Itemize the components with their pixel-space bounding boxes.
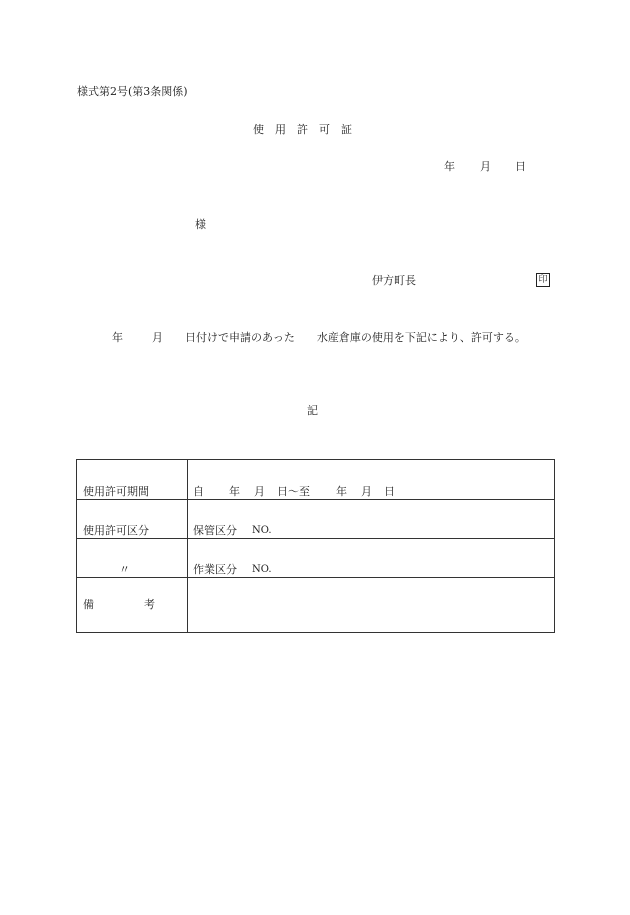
period-to-year: 年 [336,485,347,498]
period-from-day-to: 日〜至 [277,485,310,498]
table-row-divider [77,499,554,500]
body-year: 年 [112,331,123,344]
remarks-label-2: 考 [144,598,155,611]
storage-category-no: NO. [252,525,272,536]
row-label-category: 使用許可区分 [83,524,149,537]
body-text [112,332,526,343]
seal-stamp: 印 [536,273,550,287]
body-text-1: 日付けで申請のあった [185,331,295,344]
body-text-2: 水産倉庫の使用を下記により、許可する。 [316,331,526,344]
period-from-year: 年 [229,485,240,498]
permit-details-table [76,459,555,633]
body-month: 月 [152,331,163,344]
work-category-no: NO. [252,564,272,575]
table-row-divider [77,538,554,539]
remarks-label-1: 備 [83,598,94,611]
date-day-label: 日 [515,160,526,173]
period-from-month: 月 [254,485,265,498]
period-from: 自 [193,485,204,498]
period-to-month: 月 [361,485,372,498]
form-number: 様式第2号(第3条関係) [77,85,188,98]
ki-heading: 記 [307,404,318,417]
work-category: 作業区分 [193,563,237,576]
date-year-label: 年 [444,160,455,173]
period-to-day: 日 [384,485,395,498]
storage-category: 保管区分 [193,524,237,537]
row-label-period: 使用許可期間 [83,485,149,498]
document-title: 使用許可証 [253,123,363,136]
ditto-mark: 〃 [119,563,130,576]
table-row-divider [77,577,554,578]
issuer-name: 伊方町長 [372,274,416,287]
date-month-label: 月 [480,160,491,173]
addressee-suffix: 様 [195,218,206,231]
table-column-divider [187,460,188,632]
